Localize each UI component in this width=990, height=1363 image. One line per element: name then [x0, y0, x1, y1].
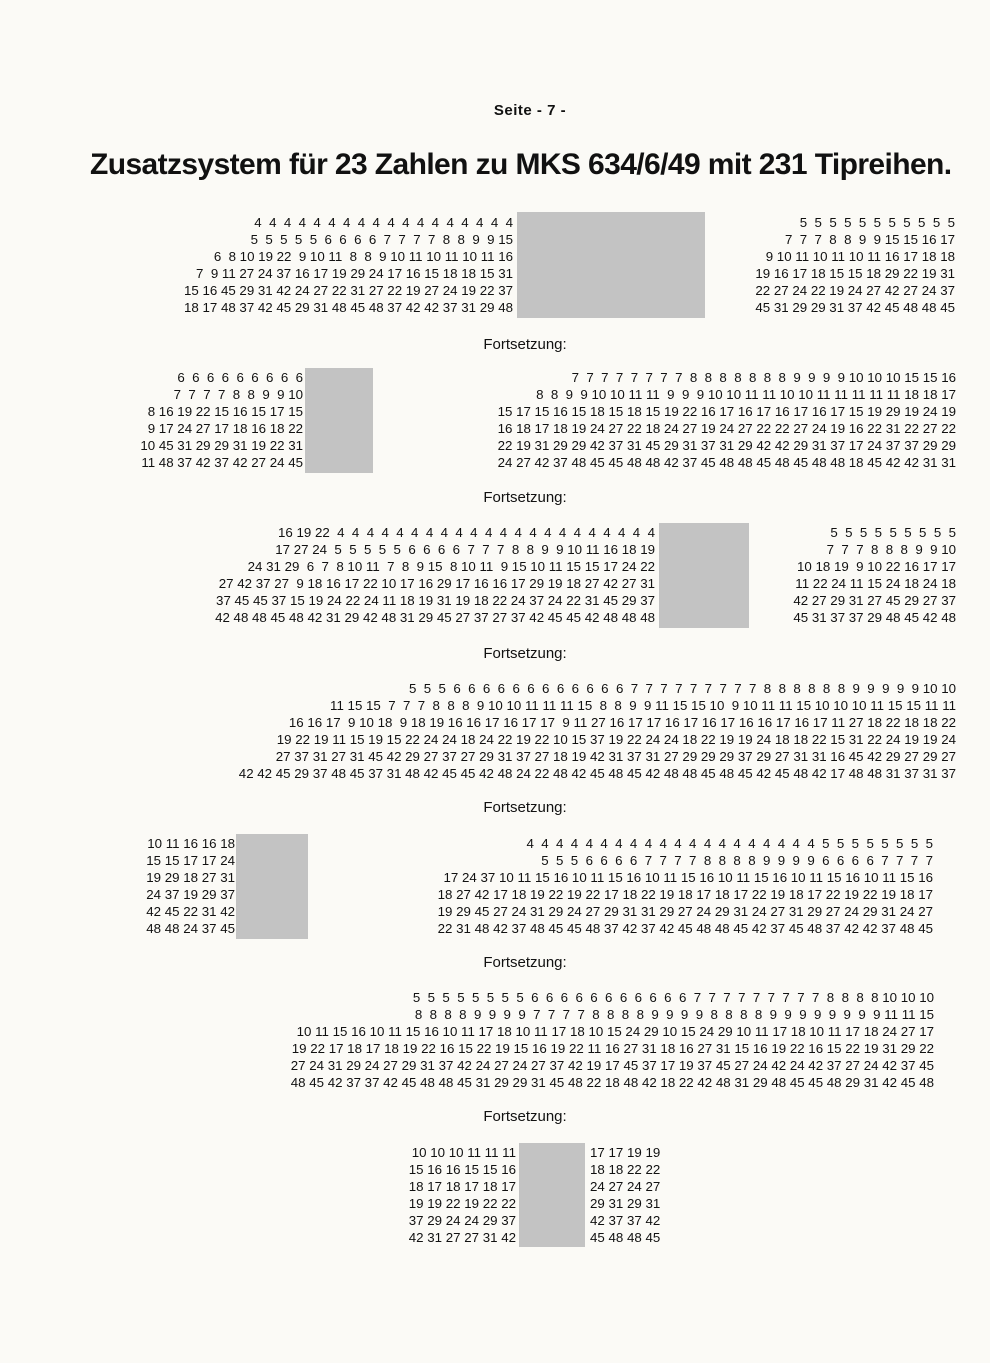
number-row: 42 48 48 45 48 42 31 29 42 48 31 29 45 27 37 27 37 42 45 45 42 48 48 48 [215, 610, 655, 626]
number-row: 16 16 17 9 10 18 9 18 19 16 16 17 16 17 17 9 11 27 16 17 17 16 17 16 17 16 16 17 16 17 11 27 18 22 18 18 22 [288, 715, 956, 731]
block-1-left-grid [98, 214, 513, 317]
number-row: 5 5 5 6 6 6 6 7 7 7 7 8 8 8 8 9 9 9 9 6 6 6 6 7 7 7 7 [541, 853, 933, 869]
number-row: 19 22 17 18 17 18 19 22 16 15 22 19 15 16 19 22 11 16 27 31 18 16 27 31 15 16 19 22 16 15 22 19 31 29 22 [291, 1041, 934, 1057]
number-row: 6 6 6 6 6 6 6 6 6 [177, 370, 303, 385]
continuation-label-1: Fortsetzung: [483, 336, 567, 353]
number-row: 48 45 42 37 37 42 45 48 48 45 31 29 29 31 45 48 22 18 48 42 18 22 42 48 31 29 48 45 45 48 29 31 42 45 48 [290, 1075, 934, 1091]
number-row: 27 42 37 27 9 18 16 17 22 10 17 16 29 17 16 16 17 29 19 18 27 42 27 31 [218, 576, 655, 592]
number-row: 11 15 15 7 7 7 8 8 8 9 10 10 11 11 11 15 8 8 9 9 11 15 15 10 9 10 11 11 15 10 10 10 11 15 15 11 11 [330, 698, 956, 714]
continuation-label-5: Fortsetzung: [483, 954, 567, 971]
number-row: 22 31 48 42 37 48 45 45 48 37 42 37 42 45 48 48 45 42 37 45 48 37 42 42 37 48 45 [437, 921, 933, 937]
number-row: 5 5 5 5 5 6 6 6 6 7 7 7 7 8 8 9 9 15 [250, 232, 513, 248]
number-row: 11 48 37 42 37 42 27 24 45 [141, 455, 303, 471]
number-row: 16 18 17 18 19 24 27 22 18 24 27 19 24 27 22 22 27 24 19 16 22 31 22 27 22 [497, 421, 956, 437]
block-3-gray-box [659, 523, 749, 628]
block-4-full-grid [98, 680, 956, 783]
number-row: 17 17 19 19 [590, 1145, 661, 1160]
block-2-left-grid [98, 369, 303, 472]
number-row: 19 19 22 19 22 22 [408, 1196, 516, 1212]
continuation-label-3: Fortsetzung: [483, 645, 567, 662]
number-row: 7 7 7 7 8 8 9 9 10 [173, 387, 303, 403]
number-row: 9 17 24 27 17 18 16 18 22 [147, 421, 303, 437]
number-row: 42 27 29 31 27 45 29 27 37 [793, 593, 956, 609]
number-row: 18 17 18 17 18 17 [408, 1179, 516, 1195]
number-row: 7 7 7 8 8 9 9 15 15 16 17 [784, 232, 955, 248]
number-row: 45 31 37 37 29 48 45 42 48 [793, 610, 956, 626]
block-2-right-grid [376, 369, 956, 472]
number-row: 5 5 5 5 5 5 5 5 5 5 5 [799, 215, 955, 230]
number-row: 10 10 10 11 11 11 [411, 1145, 516, 1160]
number-row: 42 45 22 31 42 [146, 904, 235, 920]
number-row: 19 29 18 27 31 [146, 870, 235, 886]
number-row: 37 45 45 37 15 19 24 22 24 11 18 19 31 19 18 22 24 37 24 22 31 45 29 37 [216, 593, 655, 609]
block-5-right-grid [308, 835, 933, 938]
continuation-label-6: Fortsetzung: [483, 1108, 567, 1125]
number-row: 10 18 19 9 10 22 16 17 17 [797, 559, 956, 575]
block-7-left-grid [376, 1144, 516, 1247]
block-6-full-grid [120, 989, 934, 1092]
number-row: 4 4 4 4 4 4 4 4 4 4 4 4 4 4 4 4 4 4 [254, 215, 513, 230]
number-row: 27 37 31 27 31 45 42 29 27 37 27 29 31 37 27 18 19 42 31 37 31 27 29 29 29 37 29 27 31 31 16 45 42 29 27 29 27 [275, 749, 956, 765]
block-7-gray-box [519, 1143, 585, 1247]
number-row: 42 37 37 42 [590, 1213, 661, 1229]
number-row: 7 7 7 8 8 8 9 9 10 [826, 542, 956, 558]
number-row: 15 16 16 15 15 16 [408, 1162, 516, 1178]
continuation-label-2: Fortsetzung: [483, 489, 567, 506]
number-row: 4 4 4 4 4 4 4 4 4 4 4 4 4 4 4 4 4 4 4 4 5 5 5 5 5 5 5 5 [526, 836, 933, 851]
number-row: 5 5 5 5 5 5 5 5 6 6 6 6 6 6 6 6 6 6 6 7 7 7 7 7 7 7 7 7 8 8 8 8 10 10 10 [412, 990, 934, 1005]
number-row: 8 8 8 8 9 9 9 9 7 7 7 7 8 8 8 8 9 9 9 9 8 8 8 8 9 9 9 9 9 9 9 9 11 11 15 [414, 1007, 934, 1023]
page-number: Seite - 7 - [493, 102, 567, 119]
number-row: 37 29 24 24 29 37 [408, 1213, 516, 1229]
number-row: 27 24 31 29 24 27 29 31 37 42 24 27 24 27 37 42 19 17 45 37 17 19 37 45 27 24 42 24 42 37 27 24 42 37 45 [290, 1058, 934, 1074]
number-row: 18 17 48 37 42 45 29 31 48 45 48 37 42 42 37 31 29 48 [183, 300, 513, 316]
number-row: 45 48 48 45 [590, 1230, 661, 1246]
number-row: 24 27 24 27 [590, 1179, 661, 1195]
number-row: 16 19 22 4 4 4 4 4 4 4 4 4 4 4 4 4 4 4 4 4 4 4 4 4 4 [277, 525, 655, 540]
block-3-left-grid [93, 524, 655, 627]
number-row: 5 5 5 5 5 5 5 5 5 [830, 525, 956, 540]
block-5-gray-box [236, 834, 308, 939]
number-row: 6 8 10 19 22 9 10 11 8 8 9 10 11 10 11 10 11 16 [213, 249, 513, 265]
block-1-gray-box [517, 212, 705, 318]
number-row: 11 22 24 11 15 24 18 24 18 [795, 576, 956, 592]
number-row: 24 37 19 29 37 [146, 887, 235, 903]
number-row: 15 17 15 16 15 18 15 18 15 19 22 16 17 16 17 16 17 16 17 15 19 29 19 24 19 [497, 404, 956, 420]
number-row: 8 16 19 22 15 16 15 17 15 [147, 404, 303, 420]
number-row: 29 31 29 31 [590, 1196, 661, 1212]
number-row: 48 48 24 37 45 [146, 921, 235, 937]
block-7-right-grid [590, 1144, 690, 1247]
number-row: 22 19 31 29 29 42 37 31 45 29 31 37 31 29 42 42 29 31 37 17 24 37 37 29 29 [497, 438, 956, 454]
number-row: 24 31 29 6 7 8 10 11 7 8 9 15 8 10 11 9 15 10 11 15 15 17 24 22 [247, 559, 655, 575]
number-row: 42 42 45 29 37 48 45 37 31 48 42 45 45 42 48 24 22 48 42 45 48 45 42 48 48 45 48 45 42 45 48 42 17 48 48 31 37 31 37 [238, 766, 956, 782]
number-row: 45 31 29 29 31 37 42 45 48 48 45 [755, 300, 955, 316]
number-row: 19 29 45 27 24 31 29 24 27 29 31 31 29 27 24 29 31 24 27 31 29 27 24 29 31 24 27 [437, 904, 933, 920]
number-row: 7 9 11 27 24 37 16 17 19 29 24 17 16 15 18 18 15 31 [196, 266, 513, 282]
number-row: 24 27 42 37 48 45 45 48 48 42 37 45 48 48 45 48 45 48 48 18 45 42 42 31 31 [497, 455, 956, 471]
block-5-left-grid [120, 835, 235, 938]
number-row: 8 8 9 9 10 10 11 11 9 9 9 10 10 11 11 10 10 11 11 11 11 11 18 18 17 [536, 387, 956, 403]
number-row: 10 11 15 16 10 11 15 16 10 11 17 18 10 11 17 18 10 15 24 29 10 15 24 29 10 11 17 18 10 11 17 18 24 27 17 [296, 1024, 934, 1040]
continuation-label-4: Fortsetzung: [483, 799, 567, 816]
number-row: 22 27 24 22 19 24 27 42 27 24 37 [755, 283, 955, 299]
number-row: 42 31 27 27 31 42 [408, 1230, 516, 1246]
number-row: 15 15 17 17 24 [146, 853, 235, 869]
number-row: 18 18 22 22 [590, 1162, 661, 1178]
page-title: Zusatzsystem für 23 Zahlen zu MKS 634/6/49 mit 231 Tipreihen. [90, 148, 952, 181]
number-row: 9 10 11 10 11 10 11 16 17 18 18 [765, 249, 955, 265]
number-row: 17 27 24 5 5 5 5 5 6 6 6 6 7 7 7 8 8 9 9 10 11 16 18 19 [275, 542, 655, 558]
number-row: 18 27 42 17 18 19 22 19 22 17 18 22 19 18 17 18 17 22 19 18 17 22 19 22 19 18 17 [437, 887, 933, 903]
block-1-right-grid [700, 214, 955, 317]
block-2-gray-box [305, 368, 373, 473]
number-row: 15 16 45 29 31 42 24 27 22 31 27 22 19 27 24 19 22 37 [183, 283, 513, 299]
number-row: 17 24 37 10 11 15 16 10 11 15 16 10 11 15 16 10 11 15 16 10 11 15 16 10 11 15 16 [443, 870, 933, 886]
number-row: 10 45 31 29 29 31 19 22 31 [140, 438, 303, 454]
number-row: 7 7 7 7 7 7 7 7 8 8 8 8 8 8 8 9 9 9 9 10 10 10 15 15 16 [571, 370, 956, 385]
number-row: 10 11 16 16 18 [147, 836, 235, 851]
number-row: 5 5 5 6 6 6 6 6 6 6 6 6 6 6 6 7 7 7 7 7 7 7 7 7 8 8 8 8 8 8 9 9 9 9 9 10 10 [408, 681, 956, 696]
number-row: 19 16 17 18 15 15 18 29 22 19 31 [755, 266, 955, 282]
block-3-right-grid [750, 524, 956, 627]
number-row: 19 22 19 11 15 19 15 22 24 24 18 24 22 19 22 10 15 37 19 22 24 24 18 22 19 19 24 18 18 22 15 31 22 24 19 19 24 [276, 732, 956, 748]
